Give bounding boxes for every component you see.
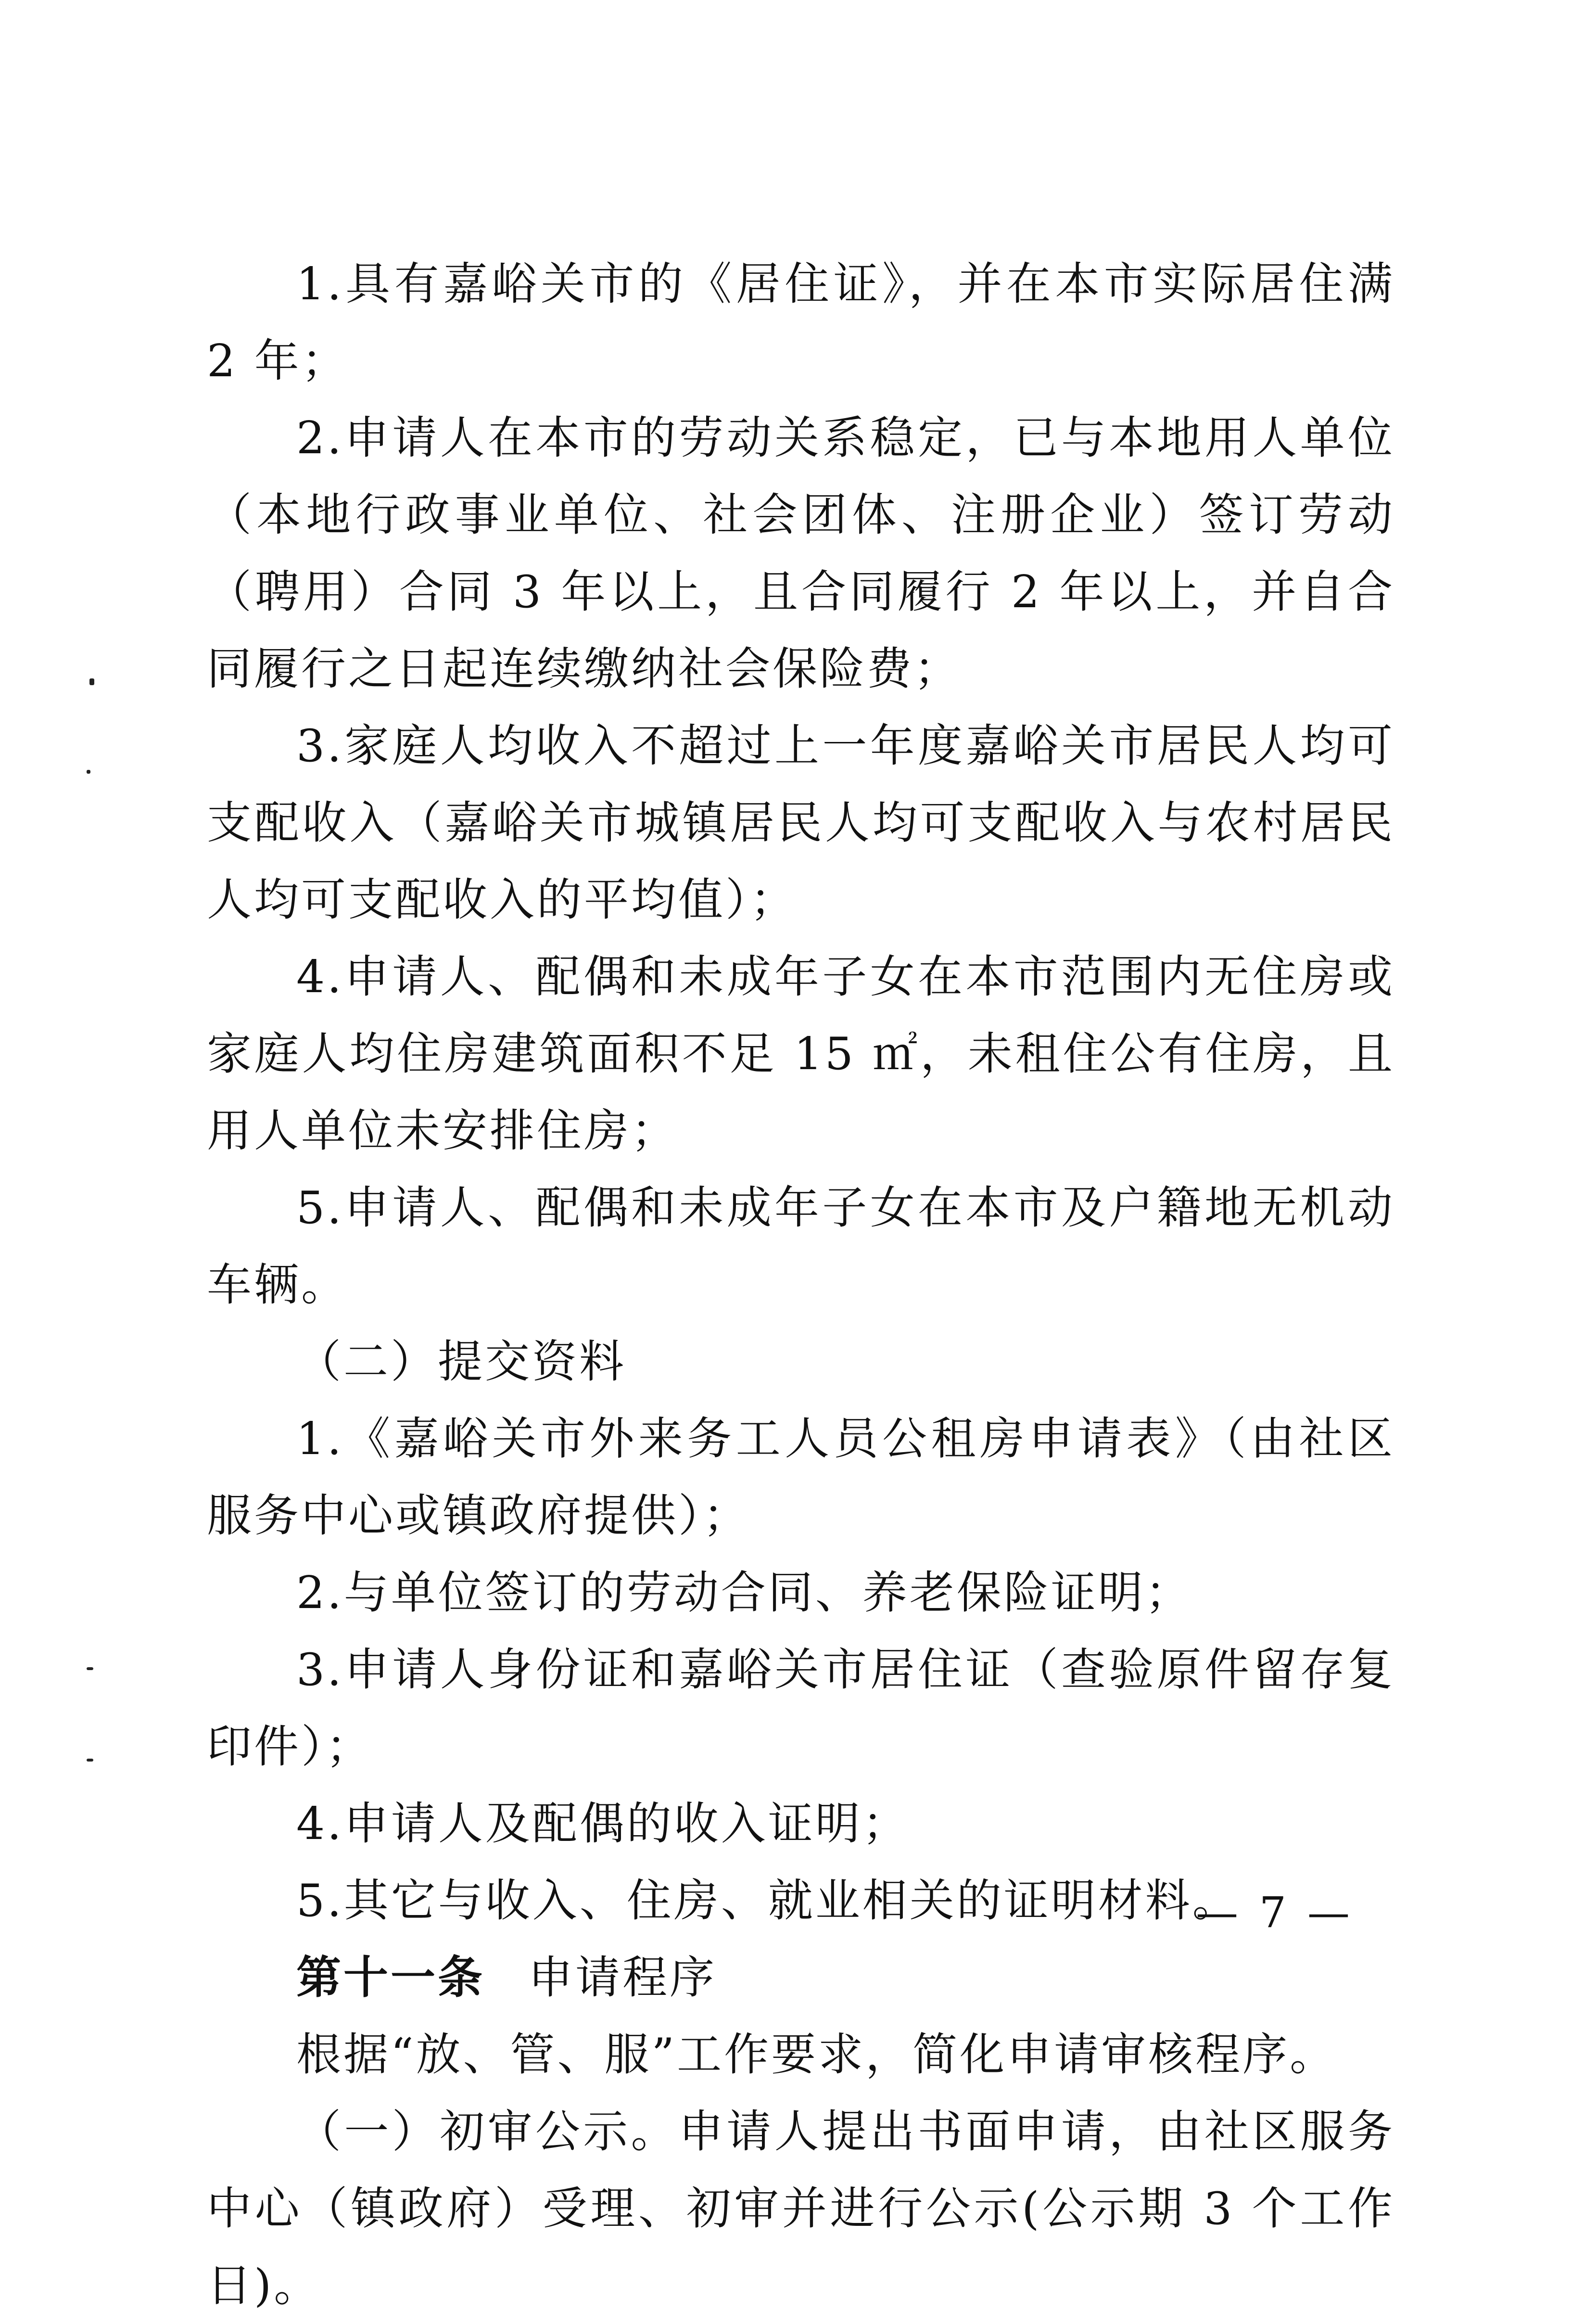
material-item-5: 5.其它与收入、住房、就业相关的证明材料。 xyxy=(296,1875,1240,1927)
condition-item-3: 3.家庭人均收入不超过上一年度嘉峪关市居民人均可支配收入（嘉峪关市城镇居民人均可支配收入与农村居民人均可支配收入的平均值）； xyxy=(207,720,1395,926)
condition-item-1: 1.具有嘉峪关市的《居住证》，并在本市实际居住满 2 年； xyxy=(207,258,1395,387)
document-body xyxy=(207,245,1395,2324)
procedure-step-1: （一）初审公示。申请人提出书面申请，由社区服务中心（镇政府）受理、初审并进行公示(公示期 3 个工作日)。 xyxy=(207,2106,1395,2311)
page-number: — 7 — xyxy=(1196,1888,1354,1937)
section-heading-submit-materials: （二）提交资料 xyxy=(296,1336,626,1388)
material-item-2: 2.与单位签订的劳动合同、养老保险证明； xyxy=(296,1567,1192,1619)
scan-mark xyxy=(89,678,94,685)
material-item-4: 4.申请人及配偶的收入证明； xyxy=(296,1798,910,1850)
article-heading xyxy=(207,1939,1395,2016)
condition-item-2: 2.申请人在本市的劳动关系稳定，已与本地用人单位（本地行政事业单位、社会团体、注册企业）签订劳动（聘用）合同 3 年以上，且合同履行 2 年以上，并自合同履行之日起连续缴纳社会保险费； xyxy=(207,412,1395,695)
scan-mark xyxy=(87,1667,93,1670)
article-label: 第十一条 xyxy=(296,1951,485,2004)
scan-mark xyxy=(87,1759,93,1762)
material-item-1: 1.《嘉峪关市外来务工人员公租房申请表》（由社区服务中心或镇政府提供）； xyxy=(207,1413,1395,1542)
scan-mark xyxy=(87,770,90,774)
condition-item-4: 4.申请人、配偶和未成年子女在本市范围内无住房或家庭人均住房建筑面积不足 15 ㎡，未租住公有住房，且用人单位未安排住房； xyxy=(207,951,1395,1157)
material-item-3: 3.申请人身份证和嘉峪关市居住证（查验原件留存复印件）； xyxy=(207,1644,1395,1773)
procedure-intro: 根据“放、管、服”工作要求，简化申请审核程序。 xyxy=(296,2029,1337,2081)
condition-item-5: 5.申请人、配偶和未成年子女在本市及户籍地无机动车辆。 xyxy=(207,1182,1395,1311)
article-title: 申请程序 xyxy=(528,1952,717,2004)
